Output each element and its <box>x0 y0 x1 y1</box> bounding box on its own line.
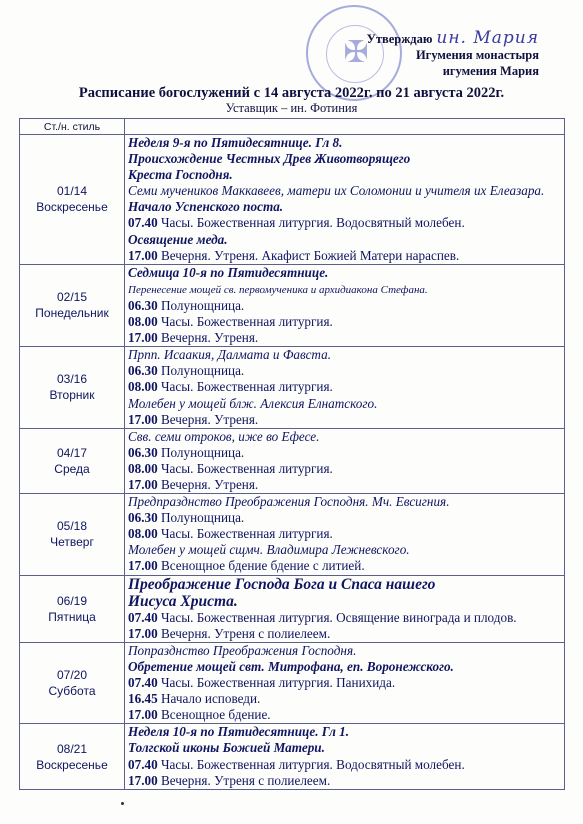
services-cell <box>125 724 565 789</box>
services-cell <box>125 428 565 493</box>
service-line <box>128 330 564 346</box>
service-time: 07.40 <box>128 756 158 772</box>
service-line <box>128 740 564 756</box>
day-date: 08/21 <box>56 741 88 756</box>
day-weekday: Суббота <box>48 684 96 699</box>
service-text: Иисуса Христа. <box>128 592 238 610</box>
service-text: Свв. семи отроков, иже во Ефесе. <box>128 428 320 444</box>
service-text: Перенесение мощей св. первомученика и архидиакона Стефана. <box>128 283 428 296</box>
service-line <box>128 248 564 264</box>
service-line <box>128 643 564 659</box>
service-text: Седмица 10-я по Пятидесятнице. <box>128 264 329 280</box>
signature: ин. Мария <box>436 28 539 48</box>
day-date: 01/14 <box>56 184 88 199</box>
table-row <box>20 494 565 575</box>
service-time: 17.00 <box>128 476 158 492</box>
service-time: 07.40 <box>128 675 158 691</box>
service-line <box>128 314 564 330</box>
day-cell <box>20 494 125 575</box>
service-time: 07.40 <box>128 215 158 231</box>
service-line <box>128 757 564 773</box>
day-cell <box>20 642 125 723</box>
service-text: Полунощница. <box>157 297 245 313</box>
service-line <box>128 691 564 707</box>
service-line <box>128 494 564 510</box>
day-date: 07/20 <box>56 668 88 683</box>
table-row <box>20 642 565 723</box>
fast-note: Начало Успенского поста. <box>128 199 284 215</box>
schedule-table <box>19 118 565 790</box>
service-time: 07.40 <box>128 609 158 625</box>
service-line <box>128 576 564 593</box>
service-text: Предпразднство Преображения Господня. Мч. Евсигния. <box>128 494 450 510</box>
service-line <box>128 429 564 445</box>
service-line <box>128 215 564 231</box>
day-weekday: Воскресенье <box>36 757 108 772</box>
service-time: 06.30 <box>128 363 158 379</box>
approval-position: Игумения монастыря <box>415 48 539 62</box>
table-row <box>20 264 565 346</box>
service-line <box>128 265 564 281</box>
service-line <box>128 396 564 412</box>
service-time: 17.00 <box>128 707 158 723</box>
service-text: Семи мучеников Маккавеев, матери их Соломонии и учителя их Елеазара. <box>128 183 545 199</box>
service-line <box>128 232 564 248</box>
day-cell <box>20 264 125 346</box>
service-time: 17.00 <box>128 625 158 641</box>
service-line <box>128 151 564 167</box>
page-title: Расписание богослужений с 14 августа 2022г. по 21 августа 2022г. <box>78 85 505 101</box>
service-text: Полунощница. <box>157 444 245 460</box>
scan-speck <box>121 802 124 805</box>
service-text: Толгской иконы Божией Матери. <box>128 740 325 756</box>
service-line <box>128 626 564 642</box>
service-text: Часы. Божественная литургия. <box>157 526 333 542</box>
service-time: 17.00 <box>128 411 158 427</box>
service-text: Начало исповеди. <box>157 691 261 707</box>
service-time: 17.00 <box>128 558 158 574</box>
service-text: Часы. Божественная литургия. <box>157 379 333 395</box>
table-row <box>20 135 565 265</box>
service-text: Освящение меда. <box>128 231 228 247</box>
service-text: Полунощница. <box>157 510 245 526</box>
day-date: 05/18 <box>56 519 88 534</box>
service-text: Полунощница. <box>157 363 245 379</box>
service-line <box>128 135 564 151</box>
service-text: Часы. Божественная литургия. Водосвятный молебен. <box>157 215 465 231</box>
approval-block <box>367 30 539 79</box>
service-line <box>128 347 564 363</box>
service-line <box>128 363 564 379</box>
service-time: 08.00 <box>128 379 158 395</box>
page-subtitle: Уставщик – ин. Фотиния <box>225 101 358 115</box>
table-row <box>20 428 565 493</box>
service-text: Вечерня. Утреня с полиелеем. <box>157 625 331 641</box>
service-line <box>128 412 564 428</box>
table-header-style: Ст./н. стиль <box>20 119 125 135</box>
service-line <box>128 526 564 542</box>
service-text: Часы. Божественная литургия. Освящение винограда и плодов. <box>157 609 517 625</box>
service-line <box>128 445 564 461</box>
day-cell <box>20 347 125 428</box>
service-line <box>128 298 564 314</box>
services-cell <box>125 575 565 642</box>
service-time: 08.00 <box>128 314 158 330</box>
service-line <box>128 542 564 558</box>
service-text: Вечерня. Утреня. <box>157 411 259 427</box>
service-line <box>128 183 564 215</box>
service-line <box>128 558 564 574</box>
service-text: Неделя 9-я по Пятидесятнице. Гл 8. <box>128 135 343 150</box>
service-text: Всенощное бдение бдение с литией. <box>157 558 365 574</box>
service-text: Всенощное бдение. <box>157 707 271 723</box>
service-line <box>128 610 564 626</box>
service-time: 16.45 <box>128 691 158 707</box>
service-text: Обретение мощей свт. Митрофана, еп. Воронежского. <box>128 659 454 674</box>
service-text: Молебен у мощей сщмч. Владимира Лежневского. <box>128 542 410 558</box>
day-cell <box>20 135 125 265</box>
service-text: Часы. Божественная литургия. <box>157 314 333 330</box>
service-time: 17.00 <box>128 330 158 346</box>
service-time: 17.00 <box>128 247 158 263</box>
service-text: Креста Господня. <box>128 167 233 183</box>
service-time: 06.30 <box>128 297 158 313</box>
service-text: Часы. Божественная литургия. Водосвятный молебен. <box>157 756 465 772</box>
day-date: 04/17 <box>56 445 88 460</box>
service-text: Попразднство Преображения Господня. <box>128 642 357 658</box>
day-date: 06/19 <box>56 593 88 608</box>
service-text: Преображение Господа Бога и Спаса нашего <box>128 575 436 593</box>
table-row <box>20 575 565 642</box>
service-time: 08.00 <box>128 460 158 476</box>
service-time: 06.30 <box>128 444 158 460</box>
day-cell <box>20 575 125 642</box>
service-text: Прпп. Исаакия, Далмата и Фавста. <box>128 347 331 363</box>
service-line <box>128 477 564 493</box>
service-line <box>128 707 564 723</box>
table-row <box>20 724 565 789</box>
service-line <box>128 593 564 610</box>
service-time: 17.00 <box>128 772 158 788</box>
day-weekday: Понедельник <box>35 306 109 321</box>
table-row <box>20 347 565 428</box>
service-line <box>128 724 564 740</box>
services-cell <box>125 135 565 265</box>
service-text: Вечерня. Утреня. Акафист Божией Матери нараспев. <box>157 247 460 263</box>
day-weekday: Воскресенье <box>36 200 108 215</box>
services-cell <box>125 264 565 346</box>
service-text: Неделя 10-я по Пятидесятнице. Гл 1. <box>128 724 350 740</box>
day-cell <box>20 724 125 789</box>
service-text: Часы. Божественная литургия. Панихида. <box>157 675 396 691</box>
cross-icon: ✠ <box>343 35 369 70</box>
table-header-services <box>125 119 565 135</box>
services-cell <box>125 642 565 723</box>
service-line <box>128 167 564 183</box>
service-line <box>128 379 564 395</box>
service-text: Вечерня. Утреня с полиелеем. <box>157 772 331 788</box>
approval-name: игумения Мария <box>442 64 539 78</box>
service-line <box>128 510 564 526</box>
day-weekday: Среда <box>54 461 90 476</box>
service-line <box>128 461 564 477</box>
service-text: Часы. Божественная литургия. <box>157 460 333 476</box>
service-text: Вечерня. Утреня. <box>157 330 259 346</box>
service-text: Происхождение Честных Древ Животворящего <box>128 151 411 167</box>
services-cell <box>125 494 565 575</box>
table-header-row <box>20 119 565 135</box>
day-weekday: Четверг <box>50 535 94 550</box>
day-cell <box>20 428 125 493</box>
service-time: 08.00 <box>128 526 158 542</box>
service-line <box>128 659 564 675</box>
service-line <box>128 773 564 789</box>
service-line <box>128 675 564 691</box>
service-time: 06.30 <box>128 510 158 526</box>
day-weekday: Пятница <box>48 609 96 624</box>
services-cell <box>125 347 565 428</box>
approval-word: Утверждаю <box>366 32 433 46</box>
service-text: Вечерня. Утреня. <box>157 476 259 492</box>
service-text: Молебен у мощей блж. Алексия Елнатского. <box>128 395 378 411</box>
day-weekday: Вторник <box>49 388 95 403</box>
service-line <box>128 281 564 298</box>
day-date: 02/15 <box>56 290 88 305</box>
day-date: 03/16 <box>56 372 88 387</box>
